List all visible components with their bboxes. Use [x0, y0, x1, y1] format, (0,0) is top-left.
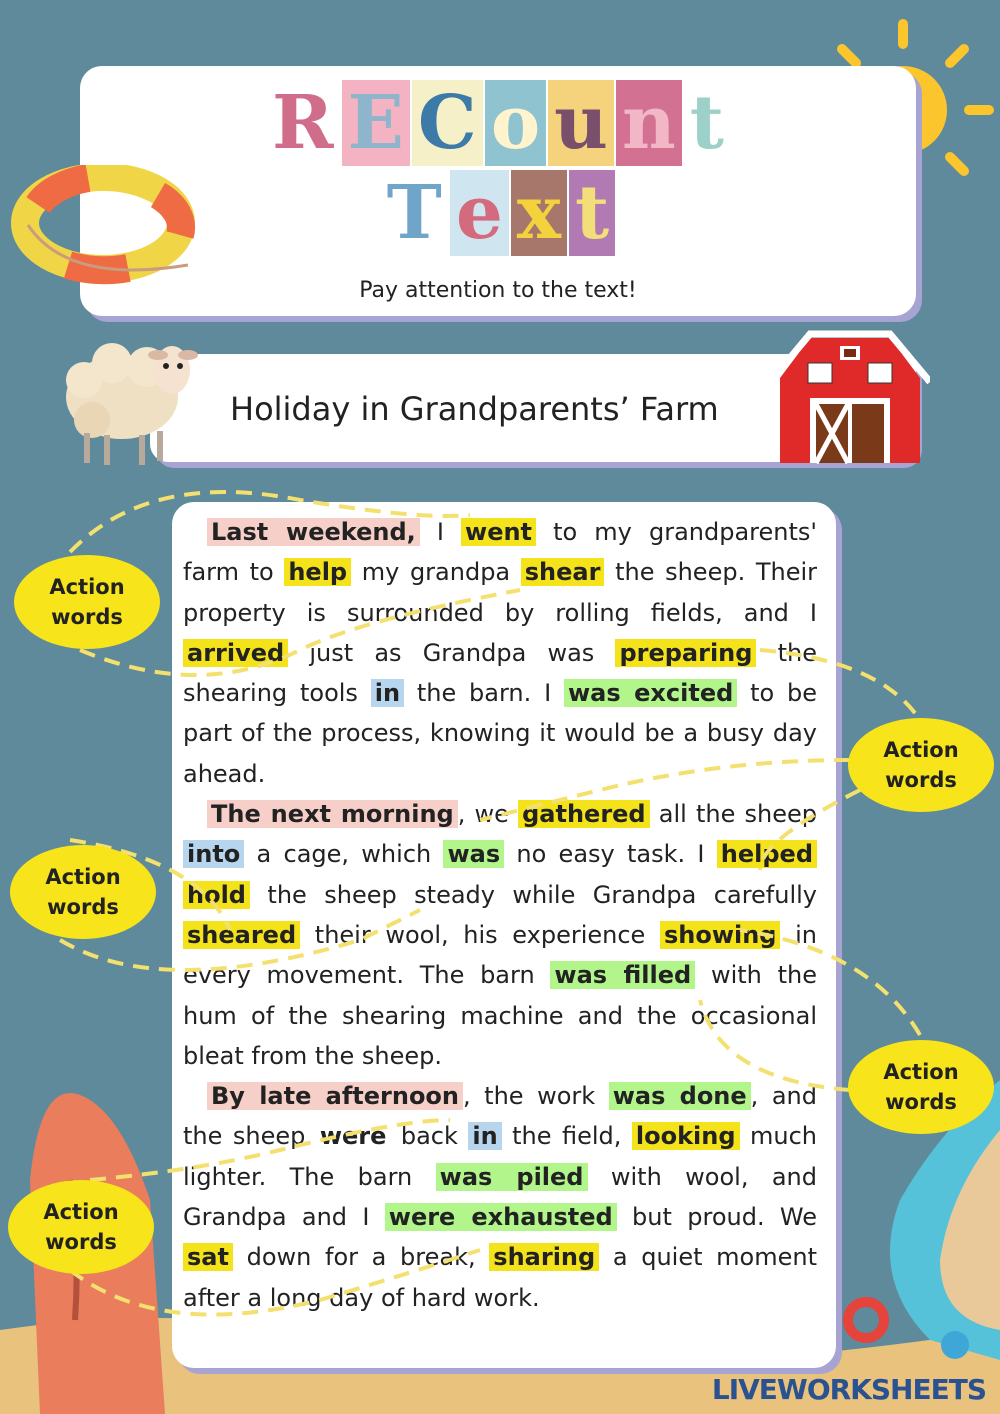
story-text-segment: , the work — [463, 1082, 609, 1111]
highlighted-word: gathered — [518, 800, 650, 828]
title-letter: u — [548, 80, 614, 166]
highlighted-word: was — [443, 840, 504, 868]
highlighted-word: was done — [609, 1082, 751, 1110]
story-text-segment: , we — [457, 800, 519, 829]
bubble-line: Action — [45, 865, 121, 889]
title-letter: e — [450, 170, 509, 256]
bubble-line: Action — [883, 738, 959, 762]
story-text-segment: in every movement. The barn — [183, 920, 817, 990]
highlighted-word: in — [371, 679, 404, 707]
highlighted-word: By late afternoon — [207, 1082, 463, 1110]
story-text-segment: I — [419, 518, 462, 546]
story-text-segment: a cage, which — [244, 840, 444, 869]
story-title: Holiday in Grandparents’ Farm — [230, 390, 719, 428]
story-text-segment: a quiet moment after a long day of hard work. — [183, 1243, 818, 1312]
bubble-line: words — [885, 768, 957, 792]
highlighted-word: looking — [632, 1122, 740, 1150]
title-letter: n — [616, 80, 682, 166]
story-text-segment: all the sheep — [649, 800, 818, 829]
highlighted-word: were exhausted — [385, 1203, 617, 1231]
story-text-segment: much lighter. The barn — [183, 1122, 818, 1191]
bubble-line: words — [45, 1230, 117, 1254]
highlighted-word: sharing — [489, 1243, 599, 1271]
story-text-segment: with wool, and Grandpa and I — [183, 1162, 818, 1232]
action-words-bubble — [848, 718, 994, 812]
story-text-segment: the field, — [501, 1122, 632, 1151]
title-letter: x — [511, 170, 567, 256]
story-text-segment: the sheep steady while Grandpa carefully — [249, 880, 817, 909]
highlighted-word: The next morning — [207, 800, 458, 828]
title-letter: o — [485, 80, 546, 166]
action-words-bubble — [14, 555, 160, 649]
story-text-segment: just as Grandpa was — [288, 638, 616, 667]
bubble-line: words — [47, 895, 119, 919]
highlighted-word: helped — [717, 840, 817, 868]
highlighted-word: help — [284, 558, 351, 586]
highlighted-word: hold — [183, 881, 250, 909]
title-letter: R — [272, 80, 334, 166]
story-text-segment: to my grandparents' farm to — [183, 518, 817, 587]
liveworksheets-logo: LIVEWORKSHEETS — [711, 1373, 986, 1406]
bubble-line: words — [885, 1090, 957, 1114]
story-text-segment: down for a break, — [232, 1243, 490, 1272]
story-text-segment: back — [390, 1122, 469, 1151]
highlighted-word: was excited — [564, 679, 737, 707]
highlighted-word: preparing — [615, 639, 756, 667]
bubble-line: Action — [49, 575, 125, 599]
title-letter: t — [569, 170, 615, 256]
highlighted-word: showing — [660, 921, 781, 949]
story-text-segment: their wool, his experience — [300, 920, 660, 949]
story-text-segment: the barn. I — [404, 679, 564, 708]
title-letter: T — [386, 170, 442, 256]
bubble-line: Action — [883, 1060, 959, 1084]
highlighted-word: sat — [183, 1243, 233, 1271]
story-text-segment: to be part of the process, knowing it would be a busy day ahead. — [183, 679, 817, 788]
story-text-segment: , and the sheep — [183, 1082, 817, 1151]
story-text-segment: the shearing tools — [183, 638, 818, 708]
subtitle: Pay attention to the text! — [359, 278, 637, 303]
story-text-segment: with the hum of the shearing machine and the occasional bleat from the sheep. — [183, 961, 817, 1070]
action-words-bubble — [848, 1040, 994, 1134]
bubble-line: Action — [43, 1200, 119, 1224]
action-words-bubble — [10, 845, 156, 939]
highlighted-word: were — [319, 1122, 387, 1151]
story-text-segment: but proud. We — [616, 1203, 817, 1232]
story-text-segment: the sheep. Their property is surrounded by rolling fields, and I — [183, 558, 817, 627]
highlighted-word: was filled — [550, 961, 695, 989]
highlighted-word: Last weekend, — [207, 518, 420, 546]
highlighted-word: shear — [521, 558, 605, 586]
story-text-segment: my grandpa — [351, 558, 521, 587]
highlighted-word: arrived — [183, 639, 288, 667]
action-words-bubble — [8, 1180, 154, 1274]
highlighted-word: in — [468, 1122, 501, 1150]
highlighted-word: was piled — [436, 1163, 588, 1191]
bubble-line: words — [51, 605, 123, 629]
title-letter: t — [689, 80, 724, 166]
title-letter: E — [342, 80, 410, 166]
highlighted-word: sheared — [183, 921, 300, 949]
title-letter: C — [412, 80, 483, 166]
highlighted-word: went — [461, 518, 536, 546]
highlighted-word: into — [183, 840, 244, 868]
story-text-segment: no easy task. I — [504, 840, 717, 869]
